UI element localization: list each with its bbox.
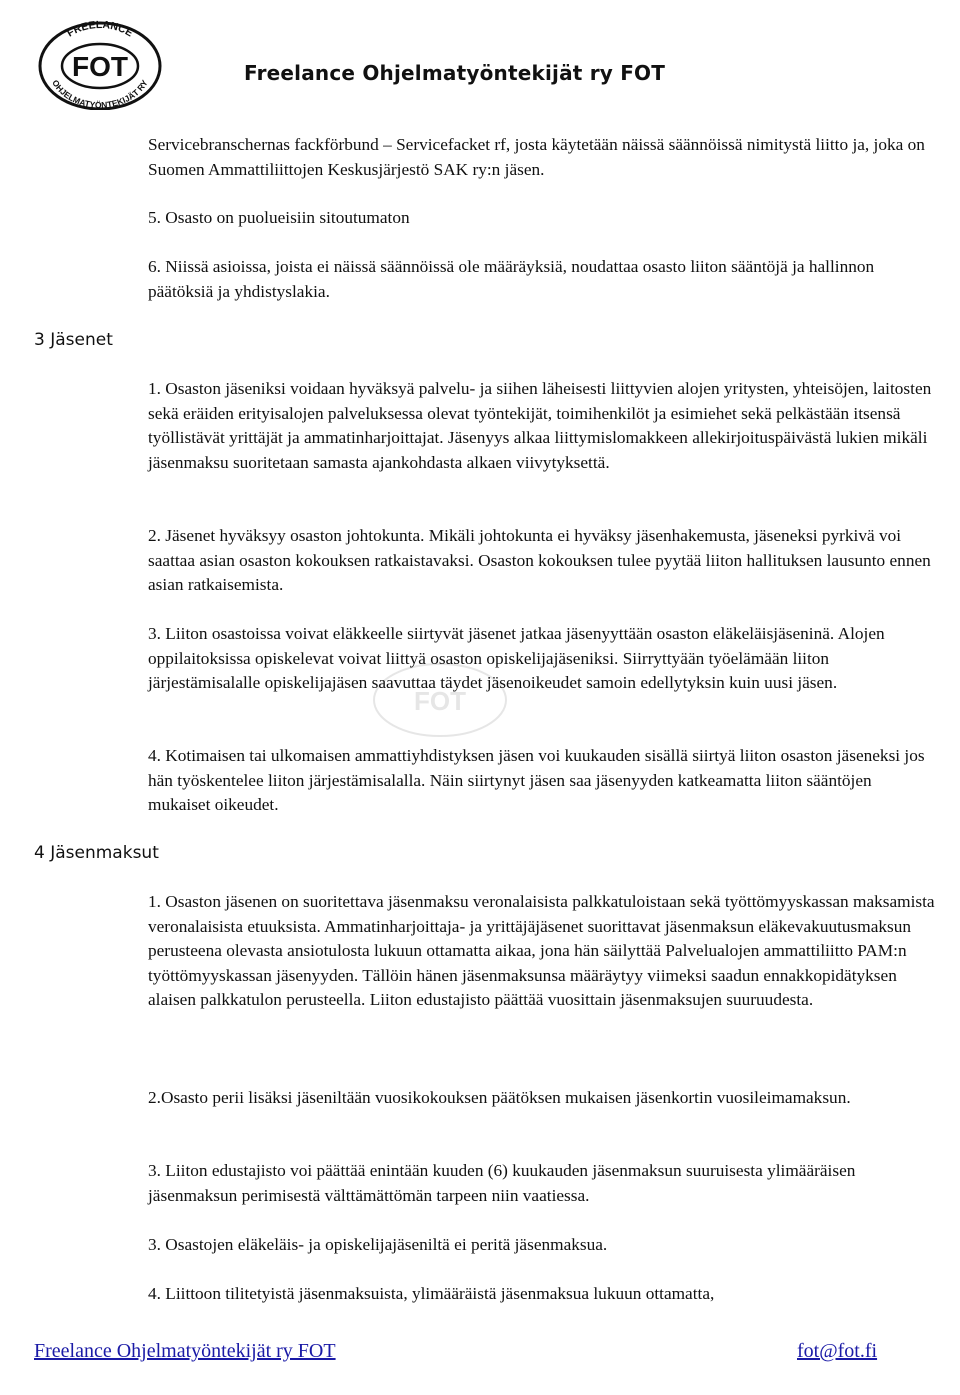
fot-logo bbox=[38, 20, 162, 110]
logo-text: FOT bbox=[72, 51, 128, 82]
section3-item-4: 4. Kotimaisen tai ulkomaisen ammattiyhdistyksen jäsen voi kuukauden sisällä siirtyä liiton osaston jäseneksi jos hän työskentelee liiton järjestämisalalla. Näin siirtynyt jäsen saa jäsenyyden katkeamatta liiton sääntöjen mukaiset oikeudet. bbox=[148, 746, 925, 814]
footer-email-link[interactable]: fot@fot.fi bbox=[797, 1340, 878, 1362]
section4-item-4: 4. Liittoon tilitetyistä jäsenmaksuista, ylimääräistä jäsenmaksua lukuun ottamatta, bbox=[148, 1284, 715, 1303]
section4-item-2: 2.Osasto perii lisäksi jäseniltään vuosikokouksen päätöksen mukaisen jäsenkortin vuosileimamaksun. bbox=[148, 1088, 851, 1107]
watermark-text: FOT bbox=[414, 686, 466, 716]
section4-item-3b: 3. Osastojen eläkeläis- ja opiskelijajäseniltä ei peritä jäsenmaksua. bbox=[148, 1235, 608, 1254]
section3-item-2: 2. Jäsenet hyväksyy osaston johtokunta. Mikäli johtokunta ei hyväksy jäsenhakemusta, jäseneksi pyrkivä voi saattaa asian osaston kokouksen ratkaistavaksi. Osaston kokouksen tulee pyytää liiton hallituksen lausunto ennen asian ratkaisemista. bbox=[148, 526, 931, 594]
section4-item-3: 3. Liiton edustajisto voi päättää enintään kuuden (6) kuukauden jäsenmaksun suuruisesta ylimääräisen jäsenmaksun perimisestä välttämättömän tarpeen niin vaatiessa. bbox=[148, 1161, 856, 1205]
footer-organization-link[interactable]: Freelance Ohjelmatyöntekijät ry FOT bbox=[34, 1340, 336, 1362]
intro-paragraph: Servicebranschernas fackförbund – Servicefacket rf, josta käytetään näissä säännöissä nimitystä liitto ja, joka on Suomen Ammattiliittojen Keskusjärjestö SAK ry:n jäsen. bbox=[148, 135, 925, 179]
section3-item-3: 3. Liiton osastoissa voivat eläkkeelle siirtyvät jäsenet jatkaa jäsenyyttään osaston eläkeläisjäseninä. Alojen oppilaitoksissa opiskelevat voivat liittyä osaston opiskelijajäseniksi. Siirryttyään työelämään liiton järjestämisalalle opiskelijajäsen saavuttaa täydet jäsenoikeudet samoin edellytyksin kuin uusi jäsen. bbox=[148, 624, 885, 692]
section3-item-1: 1. Osaston jäseniksi voidaan hyväksyä palvelu- ja siihen läheisesti liittyvien alojen yritysten, yhteisöjen, laitosten sekä eräiden erityisalojen palveluksessa olevat työntekijät, toimihenkilöt ja esimiehet sekä pelkästään itsensä työllistävät yrittäjät ja ammatinharjoittajat. Jäsenyys alkaa liittymislomakkeen allekirjoituspäivästä lukien mikäli jäsenmaksu suoritetaan samasta ajankohdasta alkaen viivytyksettä. bbox=[148, 379, 932, 472]
section4-item-1: 1. Osaston jäsenen on suoritettava jäsenmaksu veronalaisista palkkatuloistaan sekä työttömyyskassan maksamista veronalaisista etuuksista. Ammatinharjoittaja- ja yrittäjäjäsenet suorittavat jäsenmaksun eläkevakuutusmaksun perusteena olevasta ansiotulosta lukuun ottamatta aikaa, jona hän säilyttää Palvelualojen ammattiliitto PAM:n työttömyyskassan jäsenyyden. Tällöin hänen jäsenmaksunsa määräytyy viimeksi saadun ennakkopidätyksen alaisen palkkatulon perusteella. Liiton edustajisto päättää vuosittain jäsenmaksujen suuruudesta. bbox=[148, 892, 935, 1009]
logo-ring-bottom: OHJELMATYÖNTEKIJÄT RY bbox=[50, 78, 150, 110]
organization-title: Freelance Ohjelmatyöntekijät ry FOT bbox=[244, 61, 666, 85]
intro-item-6: 6. Niissä asioissa, joista ei näissä säännöissä ole määräyksiä, noudattaa osasto liiton sääntöjä ja hallinnon päätöksiä ja yhdistyslakia. bbox=[148, 257, 875, 301]
logo-ring-top: FREELANCE bbox=[64, 20, 135, 40]
section-heading-jasenmaksut: 4 Jäsenmaksut bbox=[34, 843, 159, 863]
intro-item-5: 5. Osasto on puolueisiin sitoutumaton bbox=[148, 208, 410, 227]
section-heading-jasenet: 3 Jäsenet bbox=[34, 330, 113, 350]
